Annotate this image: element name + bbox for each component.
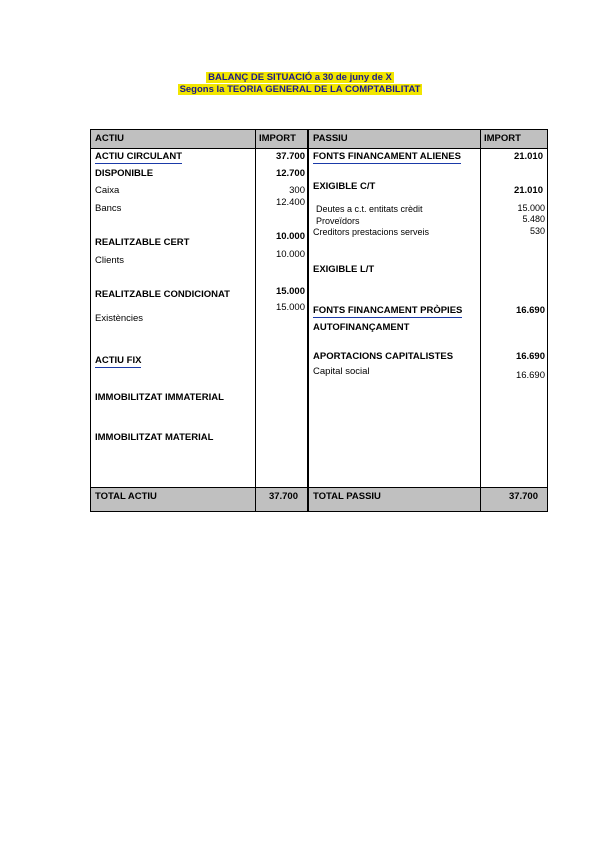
title-line-2: Segons la TEORIA GENERAL DE LA COMPTABILITAT — [179, 84, 421, 95]
title-line-1: BALANÇ DE SITUACIÓ a 30 de juny de X — [208, 72, 392, 83]
total-passiu-value: 37.700 — [508, 491, 538, 502]
fonts-propies-label: FONTS FINANCAMENT PRÒPIES — [313, 305, 463, 316]
existencies-value: 15.000 — [275, 302, 305, 313]
creditors-value: 530 — [529, 226, 545, 236]
fonts-alienes-label: FONTS FINANCAMENT ALIENES — [313, 151, 461, 162]
capital-social-value: 16.690 — [515, 370, 545, 381]
actiu-circulant-value: 37.700 — [275, 151, 305, 162]
balance-sheet-table — [90, 129, 548, 512]
actiu-circulant-label: ACTIU CIRCULANT — [95, 151, 183, 162]
caixa-value: 300 — [289, 185, 305, 196]
realitzable-condicionat-value: 15.000 — [275, 286, 305, 297]
capital-social-label: Capital social — [313, 366, 370, 377]
total-passiu-label: TOTAL PASSIU — [313, 491, 381, 502]
header-actiu: ACTIU — [95, 133, 125, 144]
deutes-label: Deutes a c.t. entitats crèdit — [316, 204, 423, 214]
bancs-value: 12.400 — [275, 197, 305, 208]
exigible-ct-label: EXIGIBLE C/T — [313, 181, 376, 192]
exigible-lt-label: EXIGIBLE L/T — [313, 264, 375, 275]
deutes-value: 15.000 — [517, 203, 545, 213]
immobilitzat-immaterial-label: IMMOBILITZAT IMMATERIAL — [95, 392, 224, 403]
proveidors-label: Proveïdors — [316, 216, 360, 226]
realitzable-cert-label: REALITZABLE CERT — [95, 237, 190, 248]
proveidors-value: 5.480 — [522, 214, 545, 224]
realitzable-cert-value: 10.000 — [275, 231, 305, 242]
caixa-label: Caixa — [95, 185, 120, 196]
total-actiu-label: TOTAL ACTIU — [95, 491, 157, 502]
fonts-propies-value: 16.690 — [515, 305, 545, 316]
actiu-fix-label: ACTIU FIX — [95, 355, 142, 366]
header-passiu: PASSIU — [313, 133, 348, 144]
header-import-left: IMPORT — [259, 133, 296, 144]
disponible-label: DISPONIBLE — [95, 168, 154, 179]
realitzable-condicionat-label: REALITZABLE CONDICIONAT — [95, 289, 230, 300]
aportacions-value: 16.690 — [515, 351, 545, 362]
clients-value: 10.000 — [275, 249, 305, 260]
aportacions-label: APORTACIONS CAPITALISTES — [313, 351, 454, 362]
column-divider-center — [307, 130, 309, 511]
autofinancament-label: AUTOFINANÇAMENT — [313, 322, 410, 333]
exigible-ct-value: 21.010 — [513, 185, 543, 196]
creditors-label: Creditors prestacions serveis — [313, 227, 430, 237]
clients-label: Clients — [95, 255, 125, 266]
header-import-right: IMPORT — [484, 133, 521, 144]
immobilitzat-material-label: IMMOBILITZAT MATERIAL — [95, 432, 214, 443]
fonts-alienes-value: 21.010 — [513, 151, 543, 162]
total-actiu-value: 37.700 — [268, 491, 298, 502]
bancs-label: Bancs — [95, 203, 122, 214]
existencies-label: Existències — [95, 313, 144, 324]
disponible-value: 12.700 — [275, 168, 305, 179]
